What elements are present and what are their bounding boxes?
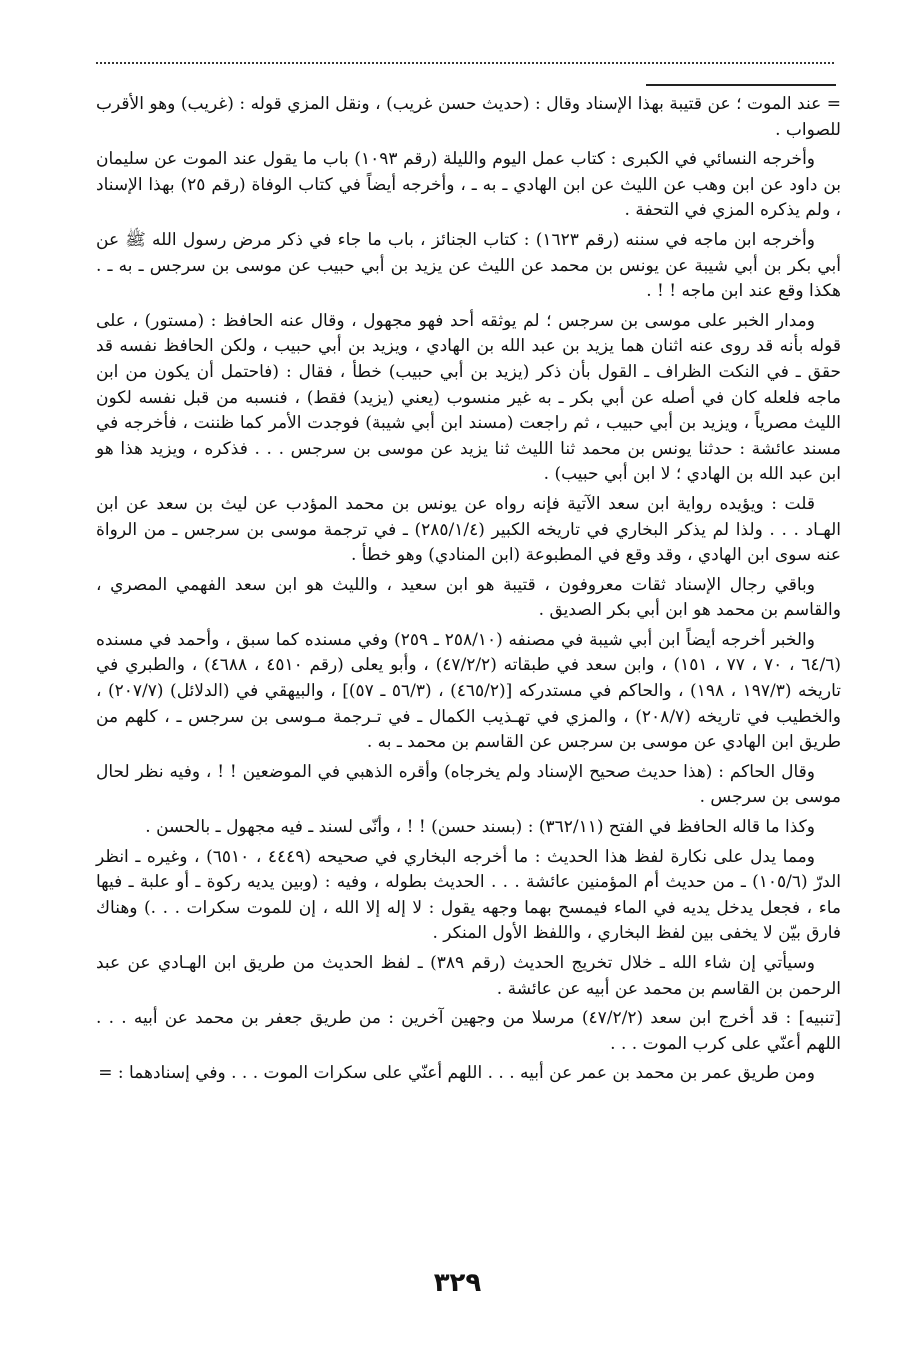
paragraph: ومدار الخبر على موسى بن سرجس ؛ لم يوثقه أحد فهو مجهول ، وقال عنه الحافظ : (مستور) ، على قوله بأنه قد روى عنه اثنان هما يزيد بن عبد الله بن الهادي ، ويزيد بن أبي حبيب ، ولكن الحافظ نفسه قد حقق ـ في النكت الظراف ـ القول بأن ذكر (يزيد بن أبي حبيب) خطأ ، فقال : (فاحتمل أن يكون من ابن ماجه فلعله كان في أصله عن أبي بكر ـ به غير منسوب (يعني (يزيد) فقط) ، فنسبه من قبل نفسه لكون الليث مصرياً ، ويزيد بن أبي حبيب ، ثم راجعت (مسند ابن أبي شيبة) فوجدت الأمر كما ظننت ، فأخرجه في مسند عائشة : حدثنا يونس بن محمد ثنا الليث ثنا يزيد عن موسى بن سرجس . . . فذكره ، ويزيد هذا هو ابن عبد الله بن الهادي ؛ لا ابن أبي حبيب) . bbox=[96, 310, 841, 485]
note-paragraph: [تنبيه] : قد أخرج ابن سعد (٤٧/٢/٢) مرسلا من وجهين آخرين : من طريق جعفر بن محمد عن أبيه . . . اللهم أعنّي على كرب الموت . . . bbox=[96, 1008, 841, 1054]
footnote-rule bbox=[646, 84, 836, 86]
dotted-separator bbox=[96, 62, 834, 64]
paragraph: = عند الموت ؛ عن قتيبة بهذا الإسناد وقال : (حديث حسن غريب) ، ونقل المزي قوله : (غريب) وهو الأقرب للصواب . bbox=[96, 94, 841, 140]
paragraph: ومما يدل على نكارة لفظ هذا الحديث : ما أخرجه البخاري في صحيحه (٤٤٤٩ ، ٦٥١٠) ، وغيره ـ انظر الدرّ (١٠٥/٦) ـ من حديث أم المؤمنين عائشة . . . الحديث بطوله ، وفيه : (وبين يديه ركوة ـ أو علبة ـ فيها ماء ، فجعل يدخل يديه في الماء فيمسح بهما وجهه يقول : لا إله إلا الله ، إن للموت سكرات . . .) وهناك فارق بيّن لا يخفى بين لفظ البخاري ، واللفظ الأول المنكر . bbox=[96, 846, 841, 944]
footnote-text bbox=[96, 92, 841, 1091]
page-number: ٣٢٩ bbox=[433, 1268, 482, 1298]
paragraph: وقال الحاكم : (هذا حديث صحيح الإسناد ولم يخرجاه) وأقره الذهبي في الموضعين ! ! ، وفيه نظر لحال موسى بن سرجس . bbox=[96, 761, 841, 808]
paragraph: وأخرجه النسائي في الكبرى : كتاب عمل اليوم والليلة (رقم ١٠٩٣) باب ما يقول عند الموت عن سليمان بن داود عن ابن وهب عن الليث عن ابن الهادي ـ به ـ ، وأخرجه أيضاً في كتاب الوفاة (رقم ٢٥) بهذا الإسناد ، ولم يذكره المزي في التحفة . bbox=[96, 149, 841, 221]
paragraph: وأخرجه ابن ماجه في سننه (رقم ١٦٢٣) : كتاب الجنائز ، باب ما جاء في ذكر مرض رسول الله ﷺ عن أبي بكر بن أبي شيبة عن يونس بن محمد عن الليث عن يزيد بن أبي حبيب عن موسى بن سرجس ـ به ـ . هكذا وقع عند ابن ماجه ! ! . bbox=[96, 229, 841, 302]
paragraph: والخبر أخرجه أيضاً ابن أبي شيبة في مصنفه (٢٥٨/١٠ ـ ٢٥٩) وفي مسنده كما سبق ، وأحمد في مسنده (٦٤/٦ ، ٧٠ ، ٧٧ ، ١٥١) ، وابن سعد في طبقاته (٤٧/٢/٢) ، وأبو يعلى (رقم ٤٥١٠ ، ٤٦٨٨) ، والطبري في تاريخه (١٩٧/٣ ، ١٩٨) ، والحاكم في مستدركه [(٤٦٥/٢) ، (٥٦/٣ ـ ٥٧)] ، والبيهقي في (الدلائل) (٢٠٧/٧) ، والخطيب في تاريخه (٢٠٨/٧) ، والمزي في تهـذيب الكمال ـ في تـرجمة مـوسى بن سرجس ـ ، كلهم من طريق ابن الهادي عن موسى بن سرجس عن القاسم بن محمد ـ به . bbox=[96, 629, 842, 753]
paragraph: وباقي رجال الإسناد ثقات معروفون ، قتيبة هو ابن سعيد ، والليث هو ابن سعد الفهمي المصري ، والقاسم بن محمد هو ابن أبي بكر الصديق . bbox=[96, 574, 841, 621]
paragraph: ومن طريق عمر بن محمد بن عمر عن أبيه . . . اللهم أعنّي على سكرات الموت . . . وفي إسنادهما : = bbox=[98, 1063, 815, 1084]
paragraph: قلت : ويؤيده رواية ابن سعد الآتية فإنه رواه عن يونس بن محمد المؤدب عن ليث بن سعد عن ابن الهـاد . . . ولذا لم يذكر البخاري في تاريخه الكبير (٢٨٥/١/٤) ـ في ترجمة موسى بن سرجس ـ من الرواة عنه سوى ابن الهادي ، وقد وقع في المطبوعة (ابن المنادي) وهو خطأ . bbox=[96, 493, 841, 566]
paragraph: وسيأتي إن شاء الله ـ خلال تخريج الحديث (رقم ٣٨٩) ـ لفظ الحديث من طريق ابن الهـادي عن عبد الرحمن بن القاسم بن محمد عن أبيه عن عائشة . bbox=[96, 953, 841, 999]
paragraph: وكذا ما قاله الحافظ في الفتح (٣٦٢/١١) : (بسند حسن) ! ! ، وأنّى لسند ـ فيه مجهول ـ بالحسن . bbox=[145, 817, 815, 838]
